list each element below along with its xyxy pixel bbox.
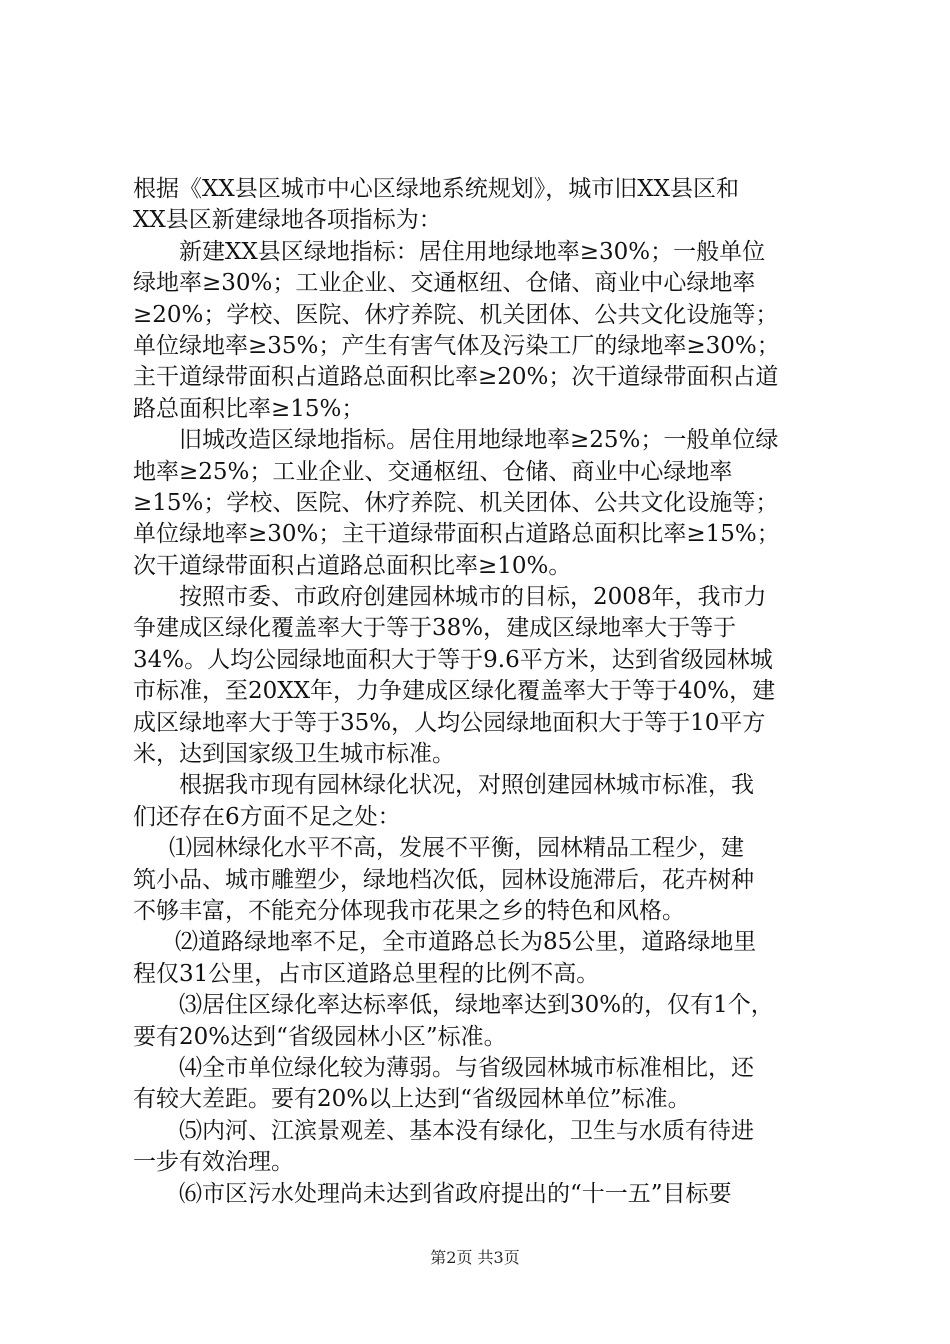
text-line: 有较大差距。要有20%以上达到“省级园林单位”标准。	[133, 1086, 691, 1113]
text-line: 筑小品、城市雕塑少，绿地档次低，园林设施滞后，花卉树种	[133, 866, 754, 893]
text-line: 单位绿地率≥35%；产生有害气体及污染工厂的绿地率≥30%；	[133, 332, 780, 359]
text-line: ⑴园林绿化水平不高，发展不平衡，园林精品工程少，建	[169, 835, 744, 862]
text-line: ⑷全市单位绿化较为薄弱。与省级园林城市标准相比，还	[179, 1054, 754, 1081]
text-line: ≥15%；学校、医院、休疗养院、机关团体、公共文化设施等；	[133, 489, 779, 516]
text-line: 争建成区绿化覆盖率大于等于38%，建成区绿地率大于等于	[133, 615, 737, 642]
text-line: ⑵道路绿地率不足，全市道路总长为85公里，道路绿地里	[175, 929, 757, 956]
page-footer: 第2页 共3页	[430, 1248, 520, 1267]
text-line: 米，达到国家级卫生城市标准。	[133, 741, 455, 768]
text-line: ⑸内河、江滨景观差、基本没有绿化，卫生与水质有待进	[179, 1117, 754, 1144]
text-line: 路总面积比率≥15%；	[133, 395, 365, 422]
text-line: ⑹市区污水处理尚未达到省政府提出的“十一五”目标要	[179, 1180, 732, 1207]
text-line: ⑶居住区绿化率达标率低，绿地率达到30%的，仅有1个，	[179, 992, 774, 1019]
text-line: 根据《XX县区城市中心区绿地系统规划》，城市旧XX县区和	[133, 176, 739, 202]
text-line: 旧城改造区绿地指标。居住用地绿地率≥25%；一般单位绿	[179, 427, 779, 454]
text-line: 要有20%达到“省级园林小区”标准。	[133, 1023, 507, 1050]
text-line: 不够丰富，不能充分体现我市花果之乡的特色和风格。	[133, 897, 685, 924]
text-line: 次干道绿带面积占道路总面积比率≥10%。	[133, 552, 572, 579]
text-line: 市标准，至20XX年，力争建成区绿化覆盖率大于等于40%，建	[133, 678, 776, 705]
text-line: 一步有效治理。	[133, 1149, 294, 1176]
text-line: 按照市委、市政府创建园林城市的目标，2008年，我市力	[179, 584, 767, 611]
text-line: 新建XX县区绿地指标：居住用地绿地率≥30%；一般单位	[179, 238, 766, 265]
text-line: 根据我市现有园林绿化状况，对照创建园林城市标准，我	[179, 772, 754, 799]
text-line: 绿地率≥30%；工业企业、交通枢纽、仓储、商业中心绿地率	[133, 270, 756, 297]
text-line: 34%。人均公园绿地面积大于等于9.6平方米，达到省级园林城	[133, 646, 773, 673]
text-line: 们还存在6方面不足之处：	[133, 803, 401, 830]
text-line: 单位绿地率≥30%；主干道绿带面积占道路总面积比率≥15%；	[133, 521, 780, 548]
text-line: 地率≥25%；工业企业、交通枢纽、仓储、商业中心绿地率	[133, 458, 733, 485]
text-line: XX县区新建绿地各项指标为：	[133, 207, 442, 234]
text-line: 主干道绿带面积占道路总面积比率≥20%；次干道绿带面积占道	[133, 364, 779, 391]
document-body	[133, 174, 833, 1210]
text-line: ≥20%；学校、医院、休疗养院、机关团体、公共文化设施等；	[133, 301, 779, 328]
text-line: 程仅31公里，占市区道路总里程的比例不高。	[133, 960, 600, 987]
text-line: 成区绿地率大于等于35%，人均公园绿地面积大于等于10平方	[133, 709, 766, 736]
